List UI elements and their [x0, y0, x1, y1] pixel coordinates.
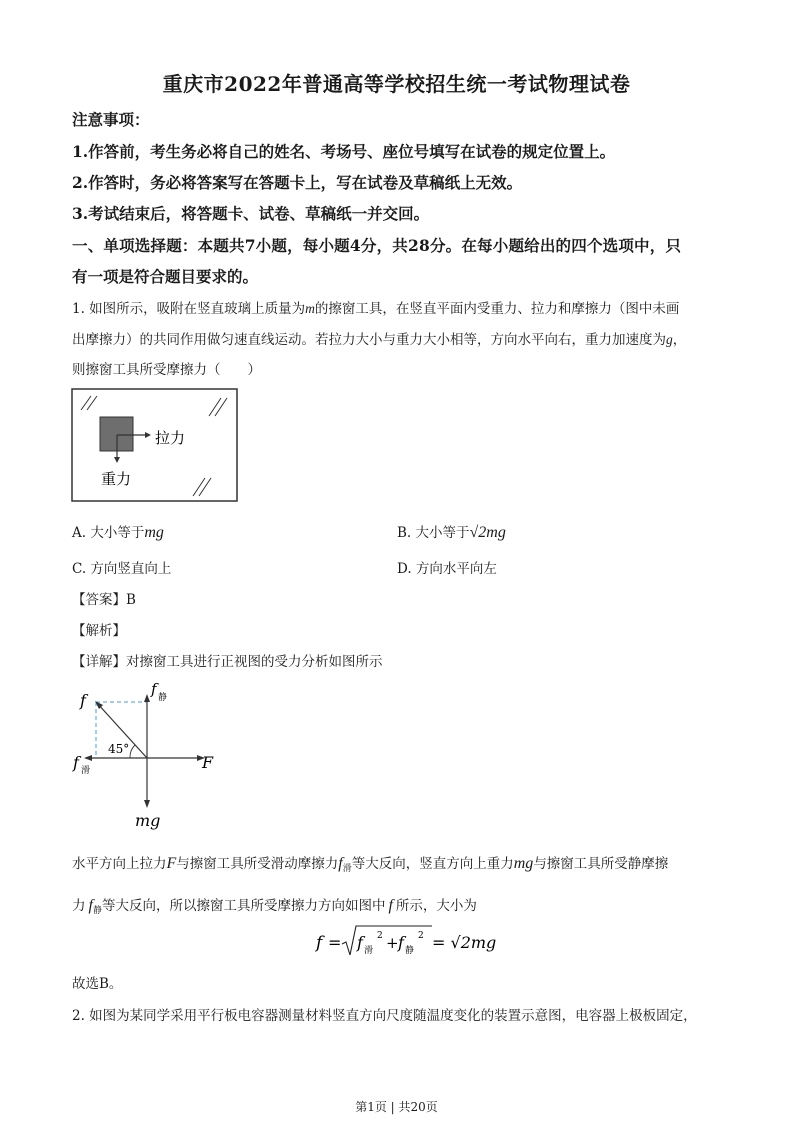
q2-stem-line1: 2. 如图为某同学采用平行板电容器测量材料竖直方向尺度随温度变化的装置示意图，电容器上极板固定， — [72, 1008, 697, 1024]
gravity-label: 重力 — [101, 470, 132, 488]
conclusion: 故选B。 — [72, 976, 123, 992]
mg-label: mg — [135, 811, 161, 830]
explain1-text-d: 与擦窗工具所受静摩擦 — [533, 856, 669, 872]
section-heading-line2: 有一项是符合题目要求的。 — [72, 267, 259, 286]
section-heading-line1: 一、单项选择题：本题共7小题，每小题4分，共28分。在每小题给出的四个选项中，只 — [72, 236, 682, 255]
option-a-math: mg — [144, 524, 164, 541]
q1-stem-text-c: 出摩擦力）的共同作用做匀速直线运动。若拉力大小与重力大小相等，方向水平向右，重力加速度为 — [72, 332, 666, 348]
formula-rhs: = √2mg — [432, 933, 497, 952]
f-slide-sub: 滑 — [81, 766, 91, 776]
page-footer: 第1页 | 共20页 — [355, 1100, 438, 1114]
answer-line — [72, 588, 136, 608]
force-diagram — [68, 680, 228, 832]
F-label: F — [202, 753, 214, 772]
friction-formula — [312, 922, 497, 962]
static-friction-arrowhead — [144, 694, 150, 702]
formula-f1: f — [357, 933, 363, 952]
option-a — [72, 521, 164, 542]
f-slide-label: f — [73, 753, 79, 772]
notice-item-1: 1.作答前，考生务必将自己的姓名、考场号、座位号填写在试卷的规定位置上。 — [72, 142, 616, 161]
formula-f2-sub: 静 — [405, 946, 415, 956]
sliding-friction-arrowhead — [84, 755, 92, 761]
formula-f2: f — [398, 933, 404, 952]
formula-f2-sq: 2 — [418, 931, 424, 941]
answer-label: 【答案】 — [72, 592, 126, 608]
option-c: C. 方向竖直向上 — [72, 561, 172, 577]
notice-heading: 注意事项： — [72, 110, 150, 129]
formula-plus: + — [386, 934, 399, 952]
formula-eq: = — [328, 933, 342, 952]
explain1-fslide: f — [338, 855, 343, 872]
q1-window-figure — [71, 388, 239, 504]
f-label: f — [80, 691, 86, 710]
formula-f1-sq: 2 — [377, 931, 383, 941]
explain1-fslide-sub: 滑 — [342, 864, 352, 874]
q1-stem-comma: ， — [672, 332, 687, 348]
q1-g-symbol: g — [666, 332, 673, 347]
explain2-fstatic-sub: 静 — [92, 906, 102, 916]
option-b-math: √2mg — [469, 524, 506, 541]
q1-stem-text-a: 1. 如图所示，吸附在竖直玻璃上质量为 — [72, 301, 306, 317]
q1-stem-text-b: 的擦窗工具，在竖直平面内受重力、拉力和摩擦力（图中未画 — [314, 301, 680, 317]
angle-label: 45° — [108, 742, 130, 756]
explain1-text-a: 水平方向上拉力 — [72, 856, 167, 872]
formula-lhs: f — [316, 933, 323, 953]
explanation-line1 — [72, 852, 668, 874]
explanation-line2 — [72, 894, 477, 916]
f-static-sub: 静 — [158, 693, 168, 703]
formula-f1-sub: 滑 — [364, 946, 374, 956]
explain2-text-b: 等大反向，所以擦窗工具所受摩擦力方向如图中 — [101, 898, 386, 914]
explain1-F: F — [166, 855, 177, 872]
gravity-arrowhead — [144, 800, 150, 808]
detail-line — [72, 650, 383, 670]
option-a-text: A. 大小等于 — [72, 525, 145, 541]
q1-stem-line3: 则擦窗工具所受摩擦力（ ） — [72, 362, 261, 378]
explain2-f: f — [388, 897, 393, 914]
analysis-label: 【解析】 — [72, 623, 126, 639]
f-static-label: f — [151, 680, 157, 698]
detail-text: 对擦窗工具进行正视图的受力分析如图所示 — [126, 654, 383, 670]
explain1-text-c: 等大反向，竖直方向上重力 — [351, 856, 514, 872]
detail-label: 【详解】 — [72, 654, 126, 670]
answer-value: B — [126, 592, 136, 608]
page-title: 重庆市2022年普通高等学校招生统一考试物理试卷 — [162, 72, 631, 96]
option-d: D. 方向水平向左 — [397, 561, 497, 577]
notice-item-2: 2.作答时，务必将答案写在答题卡上，写在试卷及草稿纸上无效。 — [72, 173, 523, 192]
option-b — [397, 521, 506, 542]
q1-stem-line2 — [72, 328, 686, 348]
q1-stem-line1 — [72, 297, 679, 317]
angle-arc — [130, 745, 135, 758]
explain1-mg: mg — [513, 855, 534, 872]
q1-mass-symbol: m — [305, 301, 315, 316]
explain2-text-a: 力 — [72, 898, 86, 914]
pull-label: 拉力 — [155, 429, 186, 447]
explain2-fstatic: f — [88, 897, 93, 914]
explain1-text-b: 与擦窗工具所受滑动摩擦力 — [176, 856, 339, 872]
option-b-text: B. 大小等于 — [397, 525, 470, 541]
notice-item-3: 3.考试结束后，将答题卡、试卷、草稿纸一并交回。 — [72, 204, 430, 223]
explain2-text-c: 所示，大小为 — [395, 898, 477, 914]
